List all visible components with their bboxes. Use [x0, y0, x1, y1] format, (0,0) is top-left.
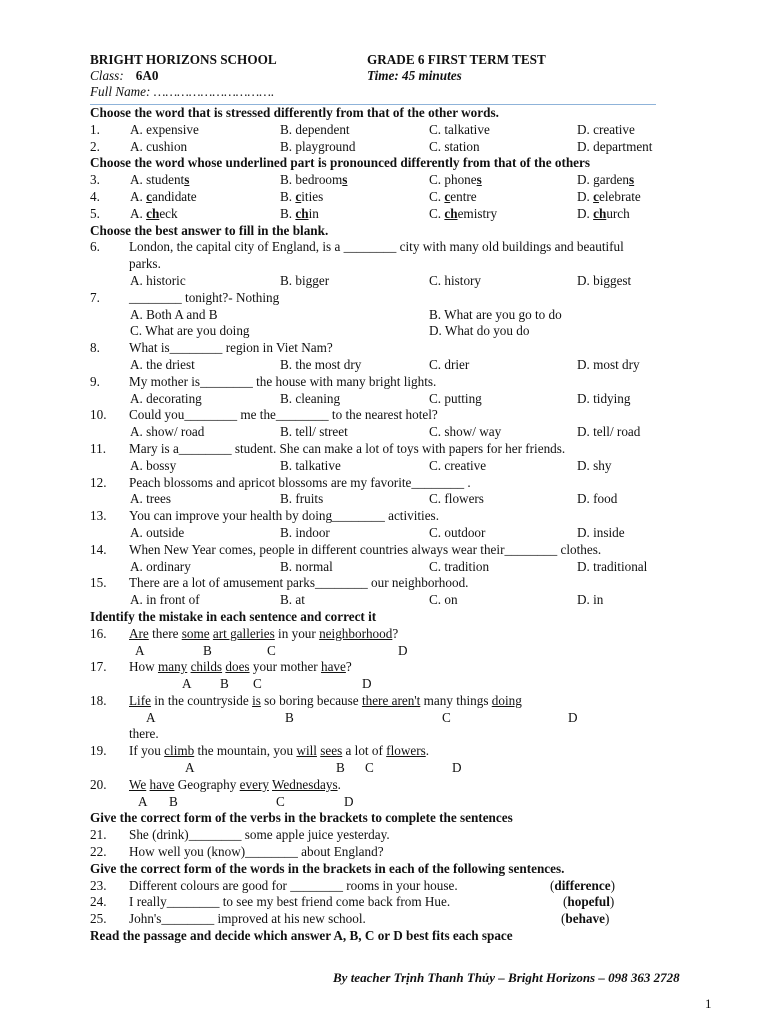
question-number: 20. — [90, 776, 107, 792]
option-b: B. playground — [280, 138, 356, 154]
underlined-part: ch — [295, 205, 309, 221]
question-number: 21. — [90, 827, 107, 843]
option-c: C. drier — [429, 356, 470, 372]
question-number: 4. — [90, 188, 100, 204]
question-4 — [90, 189, 720, 206]
underlined-b: have — [149, 776, 175, 792]
option-text: B. — [280, 205, 296, 221]
question-1 — [90, 122, 720, 139]
sentence-text: ? — [345, 659, 352, 675]
section-stress-heading: Choose the word that is stressed differently from that of the other words. — [90, 105, 499, 120]
option-text: C. — [429, 205, 445, 221]
question-text: You can improve your health by doing________ activities. — [129, 508, 439, 524]
label-c: C — [365, 760, 374, 776]
option-b — [280, 172, 347, 189]
label-b: B — [336, 760, 345, 776]
option-a: A. show/ road — [130, 424, 205, 440]
question-number: 10. — [90, 407, 107, 423]
underlined-a: We — [129, 776, 147, 792]
option-c: C. on — [429, 592, 458, 608]
option-a: A. decorating — [130, 390, 202, 406]
label-b: B — [220, 676, 229, 692]
question-5 — [90, 206, 720, 223]
option-a: A. in front of — [130, 592, 200, 608]
option-a: A. the driest — [130, 356, 195, 372]
option-text: D. — [577, 205, 594, 221]
label-d: D — [452, 760, 462, 776]
option-text: elebrate — [598, 188, 641, 204]
underlined-c: every — [239, 776, 269, 792]
question-number: 24. — [90, 894, 107, 910]
footer-credit: By teacher Trịnh Thanh Thủy – Bright Horizons – 098 363 2728 — [333, 970, 680, 985]
question-14-options — [90, 559, 720, 576]
question-8-options — [90, 357, 720, 374]
question-18-continued — [90, 726, 720, 743]
option-d: D. food — [577, 491, 618, 507]
question-20 — [90, 777, 720, 794]
option-a — [130, 172, 189, 189]
hint-word: behave — [565, 911, 605, 927]
label-c: C — [253, 676, 262, 692]
option-c: C. creative — [429, 457, 487, 473]
option-a: A. Both A and B — [130, 306, 218, 322]
question-15 — [90, 575, 720, 592]
page-number: 1 — [705, 996, 712, 1011]
option-text: B. — [280, 188, 296, 204]
option-text: emistry — [457, 205, 498, 221]
option-c: C. What are you doing — [130, 323, 250, 339]
underlined-d: Wednesdays — [272, 776, 338, 792]
question-text: Could you________ me the________ to the nearest hotel? — [129, 407, 438, 423]
section-pronunciation-heading: Choose the word whose underlined part is pronounced differently from that of the others — [90, 155, 591, 171]
question-number: 25. — [90, 911, 107, 927]
question-text: Mary is a________ student. She can make a lot of toys with papers for her friends. — [129, 440, 566, 456]
question-17-letters — [90, 676, 720, 693]
option-d: D. tell/ road — [577, 424, 641, 440]
question-number: 2. — [90, 138, 100, 154]
option-d: D. What do you do — [429, 323, 530, 339]
question-9 — [90, 374, 720, 391]
underlined-part: s — [629, 172, 635, 188]
option-a: A. cushion — [130, 138, 188, 154]
option-d: D. most dry — [577, 356, 640, 372]
question-text: Different colours are good for ________ rooms in your house. — [129, 877, 458, 893]
underlined-part: c — [593, 188, 599, 204]
question-text: parks. — [129, 256, 161, 272]
option-d: D. inside — [577, 524, 625, 540]
option-text: entre — [450, 188, 477, 204]
underlined-d: flowers — [386, 743, 426, 759]
label-d: D — [344, 793, 354, 809]
option-a: A. ordinary — [130, 558, 191, 574]
option-d: D. shy — [577, 457, 612, 473]
label-d: D — [398, 642, 408, 658]
option-c — [429, 189, 477, 206]
question-22 — [90, 844, 720, 861]
option-d: D. traditional — [577, 558, 648, 574]
option-c — [429, 172, 482, 189]
option-text: D. — [577, 188, 594, 204]
option-b: B. dependent — [280, 121, 350, 137]
question-8 — [90, 340, 720, 357]
underlined-part: c — [295, 188, 302, 204]
option-a: A. historic — [130, 272, 186, 288]
question-number: 6. — [90, 239, 100, 255]
question-number: 18. — [90, 692, 107, 708]
option-text: urch — [606, 205, 630, 221]
sentence-text: How — [129, 659, 158, 675]
sentence-text: so boring because — [260, 692, 362, 708]
question-24 — [90, 894, 720, 911]
option-text: A. — [130, 188, 147, 204]
question-text: Peach blossoms and apricot blossoms are my favorite________ . — [129, 474, 471, 490]
question-7-options-cd — [90, 323, 720, 340]
question-number: 16. — [90, 625, 107, 641]
question-14 — [90, 542, 720, 559]
question-text: She (drink)________ some apple juice yesterday. — [129, 827, 390, 843]
option-d — [577, 189, 641, 206]
question-text: ________ tonight?- Nothing — [129, 289, 280, 305]
option-b: B. the most dry — [280, 356, 362, 372]
label-c: C — [276, 793, 285, 809]
section-reading-heading: Read the passage and decide which answer A, B, C or D best fits each space — [90, 928, 513, 944]
label-a: A — [182, 676, 192, 692]
question-text — [129, 626, 398, 643]
question-10-options — [90, 424, 720, 441]
option-text: eck — [159, 205, 178, 221]
option-a: A. bossy — [130, 457, 177, 473]
option-d — [577, 172, 634, 189]
underlined-b: childs — [190, 659, 223, 675]
underlined-part: s — [184, 172, 190, 188]
question-10 — [90, 407, 720, 424]
option-c: C. talkative — [429, 121, 490, 137]
option-text: C. phone — [429, 172, 477, 188]
question-text: London, the capital city of England, is a ________ city with many old buildings and beautiful — [129, 239, 624, 255]
sentence-text: Geography — [174, 776, 240, 792]
question-text: John's________ improved at his new school. — [129, 911, 366, 927]
option-text: andidate — [151, 188, 197, 204]
underlined-part: ch — [444, 205, 458, 221]
question-16-letters — [90, 643, 720, 660]
option-c: C. station — [429, 138, 480, 154]
hint-word: hopeful — [567, 894, 610, 910]
word-hint: (behave) — [561, 911, 610, 927]
option-b — [280, 189, 323, 206]
question-3 — [90, 172, 720, 189]
school-name: BRIGHT HORIZONS SCHOOL — [90, 52, 277, 67]
underlined-part: s — [342, 172, 348, 188]
sentence-text: the mountain, you — [194, 743, 297, 759]
section-fill-heading: Choose the best answer to fill in the blank. — [90, 222, 329, 238]
question-13 — [90, 508, 720, 525]
question-number: 14. — [90, 541, 107, 557]
option-d: D. tidying — [577, 390, 631, 406]
sentence-text: in the countryside — [150, 692, 253, 708]
question-19-letters — [90, 760, 720, 777]
question-text — [129, 693, 522, 710]
question-6-continued — [90, 256, 720, 273]
test-time: Time: 45 minutes — [367, 68, 462, 83]
section-mistake-heading: Identify the mistake in each sentence and correct it — [90, 608, 377, 624]
question-number: 8. — [90, 340, 100, 356]
label-a: A — [135, 642, 145, 658]
underlined-d: doing — [491, 692, 522, 708]
option-b: B. tell/ street — [280, 424, 348, 440]
option-d: D. creative — [577, 121, 635, 137]
question-number: 11. — [90, 440, 106, 456]
underlined-a: Life — [129, 692, 151, 708]
option-c: C. outdoor — [429, 524, 486, 540]
question-2 — [90, 139, 720, 156]
label-c: C — [442, 709, 451, 725]
option-text: B. bedroom — [280, 172, 343, 188]
underlined-c: does — [225, 659, 250, 675]
sentence-text: in your — [274, 625, 320, 641]
question-text: My mother is________ the house with many bright lights. — [129, 373, 437, 389]
question-13-options — [90, 525, 720, 542]
question-12-options — [90, 491, 720, 508]
underlined-part: ch — [593, 205, 607, 221]
question-text — [129, 743, 429, 760]
option-b: B. indoor — [280, 524, 330, 540]
underlined-part: ch — [146, 205, 160, 221]
option-c: C. history — [429, 272, 482, 288]
test-title: GRADE 6 FIRST TERM TEST — [367, 52, 546, 67]
underlined-d: neighborhood — [319, 625, 393, 641]
option-a: A. trees — [130, 491, 172, 507]
underlined-b: is — [252, 692, 261, 708]
question-number: 3. — [90, 172, 100, 188]
option-a — [130, 189, 197, 206]
sentence-text: your mother — [249, 659, 321, 675]
word-hint: (hopeful) — [563, 894, 615, 910]
sentence-text: many things — [420, 692, 492, 708]
question-12 — [90, 475, 720, 492]
option-b: B. normal — [280, 558, 333, 574]
question-text: There are a lot of amusement parks________ our neighborhood. — [129, 575, 469, 591]
question-18 — [90, 693, 720, 710]
question-21 — [90, 827, 720, 844]
option-b: B. talkative — [280, 457, 341, 473]
sentence-text: . — [337, 776, 341, 792]
underlined-part: s — [476, 172, 482, 188]
sentence-text: ? — [392, 625, 399, 641]
label-a: A — [138, 793, 148, 809]
full-name-field: Full Name: …………………………. — [90, 84, 275, 99]
underlined-a: climb — [164, 743, 195, 759]
hint-word: difference — [554, 877, 611, 893]
option-d: D. department — [577, 138, 653, 154]
option-c: C. putting — [429, 390, 482, 406]
option-d — [577, 206, 630, 223]
question-number: 19. — [90, 743, 107, 759]
question-number: 1. — [90, 121, 100, 137]
question-18-letters — [90, 710, 720, 727]
option-text: A. — [130, 205, 147, 221]
sentence-text: a lot of — [342, 743, 387, 759]
question-number: 7. — [90, 289, 100, 305]
underlined-part: c — [444, 188, 451, 204]
option-c — [429, 206, 497, 223]
sentence-text: . — [425, 743, 430, 759]
sentence-text: there — [148, 625, 182, 641]
question-15-options — [90, 592, 720, 609]
label-a: A — [185, 760, 195, 776]
label-b: B — [285, 709, 294, 725]
question-number: 23. — [90, 877, 107, 893]
question-7-options-ab — [90, 307, 720, 324]
label-d: D — [362, 676, 372, 692]
option-b: B. bigger — [280, 272, 330, 288]
underlined-d: have — [320, 659, 346, 675]
question-number: 13. — [90, 508, 107, 524]
option-b: B. at — [280, 592, 305, 608]
question-20-letters — [90, 794, 720, 811]
underlined-part: c — [146, 188, 152, 204]
class-field — [90, 68, 158, 84]
question-6 — [90, 239, 720, 256]
question-number: 9. — [90, 373, 100, 389]
option-a — [130, 206, 178, 223]
question-text: What is________ region in Viet Nam? — [129, 340, 333, 356]
option-text: in — [308, 205, 319, 221]
question-19 — [90, 743, 720, 760]
question-number: 22. — [90, 844, 107, 860]
option-c: C. show/ way — [429, 424, 502, 440]
option-d: D. biggest — [577, 272, 632, 288]
underlined-c: art galleries — [212, 625, 275, 641]
question-number: 15. — [90, 575, 107, 591]
option-b: B. What are you go to do — [429, 306, 562, 322]
option-a: A. outside — [130, 524, 185, 540]
option-b: B. cleaning — [280, 390, 341, 406]
question-text: I really________ to see my best friend come back from Hue. — [129, 894, 451, 910]
option-text: A. student — [130, 172, 185, 188]
question-11 — [90, 441, 720, 458]
underlined-b: will — [296, 743, 317, 759]
label-c: C — [267, 642, 276, 658]
option-d: D. in — [577, 592, 604, 608]
option-text: D. garden — [577, 172, 629, 188]
question-text: When New Year comes, people in different countries always wear their________ clothes. — [129, 541, 602, 557]
question-23 — [90, 878, 720, 895]
question-number: 5. — [90, 205, 100, 221]
option-b — [280, 206, 319, 223]
option-text: C. — [429, 188, 445, 204]
sentence-text: If you — [129, 743, 165, 759]
sentence-text: there. — [129, 726, 159, 742]
section-wordform-heading: Give the correct form of the words in the brackets in each of the following sentences. — [90, 860, 565, 876]
test-content — [90, 105, 720, 945]
question-7 — [90, 290, 720, 307]
option-a: A. expensive — [130, 121, 199, 137]
class-value: 6A0 — [135, 68, 159, 83]
underlined-b: some — [181, 625, 210, 641]
question-25 — [90, 911, 720, 928]
underlined-a: many — [157, 659, 188, 675]
underlined-c: sees — [320, 743, 343, 759]
option-c: C. tradition — [429, 558, 490, 574]
option-text: ities — [301, 188, 324, 204]
label-a: A — [146, 709, 156, 725]
question-9-options — [90, 391, 720, 408]
question-6-options — [90, 273, 720, 290]
option-c: C. flowers — [429, 491, 484, 507]
question-text — [129, 777, 341, 794]
question-text — [129, 659, 352, 676]
question-number: 12. — [90, 474, 107, 490]
label-d: D — [568, 709, 578, 725]
question-17 — [90, 659, 720, 676]
question-16 — [90, 626, 720, 643]
question-11-options — [90, 458, 720, 475]
option-b: B. fruits — [280, 491, 324, 507]
section-verbs-heading: Give the correct form of the verbs in the brackets to complete the sentences — [90, 810, 513, 826]
label-b: B — [203, 642, 212, 658]
underlined-a: Are — [129, 625, 149, 641]
word-hint: (difference) — [550, 877, 615, 893]
class-label: Class: — [90, 68, 124, 83]
label-b: B — [169, 793, 178, 809]
underlined-c: there aren't — [361, 692, 421, 708]
question-text: How well you (know)________ about England? — [129, 844, 384, 860]
question-number: 17. — [90, 659, 107, 675]
